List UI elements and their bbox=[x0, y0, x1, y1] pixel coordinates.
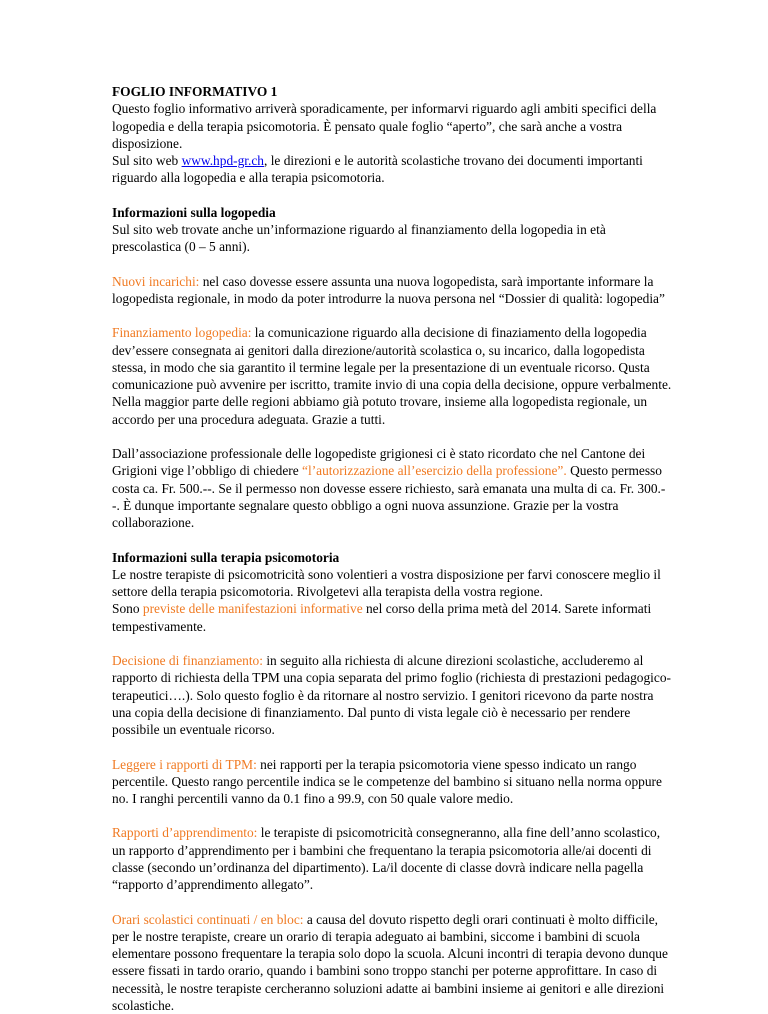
associazione-pre: Dall’associazione professionale delle logopediste grigionesi ci è stato ricordato che nel Cantone dei Grigioni vige l’obbligo di chiedere bbox=[112, 446, 646, 479]
section-logopedia bbox=[112, 204, 672, 256]
section-psicomotoria bbox=[112, 549, 672, 635]
nuovi-incarichi-text: nel caso dovesse essere assunta una nuova logopedista, sarà importante informare la logopedista regionale, in modo da poter introdurre la nuova persona nel “Dossier di qualità: logopedia” bbox=[112, 273, 665, 306]
document-title: FOGLIO INFORMATIVO 1 bbox=[112, 84, 278, 99]
intro-website-pre: Sul sito web bbox=[112, 153, 182, 169]
paragraph-decisione bbox=[112, 652, 672, 738]
paragraph-leggere bbox=[112, 756, 672, 808]
section-logopedia-text: Sul sito web trovate anche un’informazione riguardo al finanziamento della logopedia in età prescolastica (0 – 5 anni). bbox=[112, 222, 606, 255]
manifestazioni-highlight: previste delle manifestazioni informative bbox=[142, 601, 363, 617]
associazione-highlight: “l’autorizzazione all’esercizio della professione”. bbox=[302, 463, 567, 479]
leggere-label: Leggere i rapporti di TPM: bbox=[112, 756, 257, 772]
website-link[interactable]: www.hpd-gr.ch bbox=[181, 153, 264, 169]
paragraph-nuovi-incarichi bbox=[112, 273, 672, 308]
manifestazioni-pre: Sono bbox=[112, 601, 143, 617]
intro-paragraph: Questo foglio informativo arriverà sporadicamente, per informarvi riguardo agli ambiti specifici della logopedia e della terapia psicomotoria. È pensato quale foglio “aperto”, che sarà anche a vostra disposizione. bbox=[112, 101, 657, 151]
section-psicomotoria-text: Le nostre terapiste di psicomotricità sono volentieri a vostra disposizione per farvi conoscere meglio il settore della terapia psicomotoria. Rivolgetevi alla terapista della vostra regione. bbox=[112, 566, 661, 600]
section-logopedia-heading: Informazioni sulla logopedia bbox=[112, 204, 276, 220]
section-psicomotoria-heading: Informazioni sulla terapia psicomotoria bbox=[112, 549, 340, 565]
rapporti-label: Rapporti d’apprendimento: bbox=[112, 825, 258, 841]
paragraph-associazione bbox=[112, 445, 672, 531]
intro-block bbox=[112, 83, 672, 187]
paragraph-orari bbox=[112, 911, 672, 1014]
rapporti-text: le terapiste di psicomotricità consegneranno, alla fine dell’anno scolastico, un rapporto d’apprendimento per i bambini che frequentano la terapia psicomotoria alle/ai docenti di classe (secondo un’ordinanza del dipartimento). La/il docente di classe dovrà indicare nella pagella “rapporto d’apprendimento allegato”. bbox=[112, 825, 661, 893]
finanziamento-text: la comunicazione riguardo alla decisione di finaziamento della logopedia dev’essere consegnata ai genitori dalla direzione/autorità scolastica o, su incarico, dalla logopedista stessa, in modo che sia garantito il termine legale per la presentazione di un eventuale ricorso. Qusta comunicazione può avvenire per iscritto, tramite invio di una copia della decisione, oppure verbalmente. Nella maggior parte delle regioni abbiamo già potuto trovare, insieme alla logopedista regionale, un accordo per una procedura adeguata. Grazie a tutti. bbox=[112, 325, 672, 427]
document-page bbox=[112, 83, 672, 1014]
decisione-label: Decisione di finanziamento: bbox=[112, 653, 263, 669]
paragraph-finanziamento bbox=[112, 324, 672, 428]
orari-text: a causa del dovuto rispetto degli orari continuati è molto difficile, per le nostre terapiste, creare un orario di terapia adeguato ai bambini, siccome i bambini di scuola elementare possono frequentare la terapia solo dopo la scuola. Alcuni incontri di terapia devono dunque essere fissati in tardo orario, quando i bambini sono troppo stanchi per poterne approfittare. In caso di necessità, le nostre terapiste cercheranno soluzioni adatte ai bambini insieme ai genitori e alle direzioni scolastiche. bbox=[112, 911, 668, 1014]
decisione-text: in seguito alla richiesta di alcune direzioni scolastiche, accluderemo al rapporto di richiesta della TPM una copia separata del primo foglio (richiesta di prestazioni pedagogico-terapeutici….). Solo questo foglio è da ritornare al nostro servizio. I genitori ricevono da parte nostra una copia della decisione di finanziamento. Dal punto di vista legale ciò è necessario per rendere possibile un eventuale ricorso. bbox=[112, 653, 671, 738]
associazione-post: Questo permesso costa ca. Fr. 500.--. Se il permesso non dovesse essere richiesto, sarà emanata una multa di ca. Fr. 300.--. È dunque importante segnalare questo obbligo a ogni nuova assunzione. Grazie per la vostra collaborazione. bbox=[112, 463, 666, 531]
leggere-text: nei rapporti per la terapia psicomotoria viene spesso indicato un rango percentile. Questo rango percentile indica se le competenze del bambino si situano nella norma oppure no. I ranghi percentili vanno da 0.1 fino a 99.9, con 50 quale valore medio. bbox=[112, 756, 662, 807]
nuovi-incarichi-label: Nuovi incarichi: bbox=[112, 273, 200, 289]
paragraph-rapporti bbox=[112, 824, 672, 893]
manifestazioni-post: nel corso della prima metà del 2014. Sarete informati tempestivamente. bbox=[112, 601, 652, 634]
orari-label: Orari scolastici continuati / en bloc: bbox=[112, 911, 304, 927]
finanziamento-label: Finanziamento logopedia: bbox=[112, 325, 252, 341]
intro-website-post: , le direzioni e le autorità scolastiche trovano dei documenti importanti riguardo alla logopedia e alla terapia psicomotoria. bbox=[112, 153, 643, 186]
